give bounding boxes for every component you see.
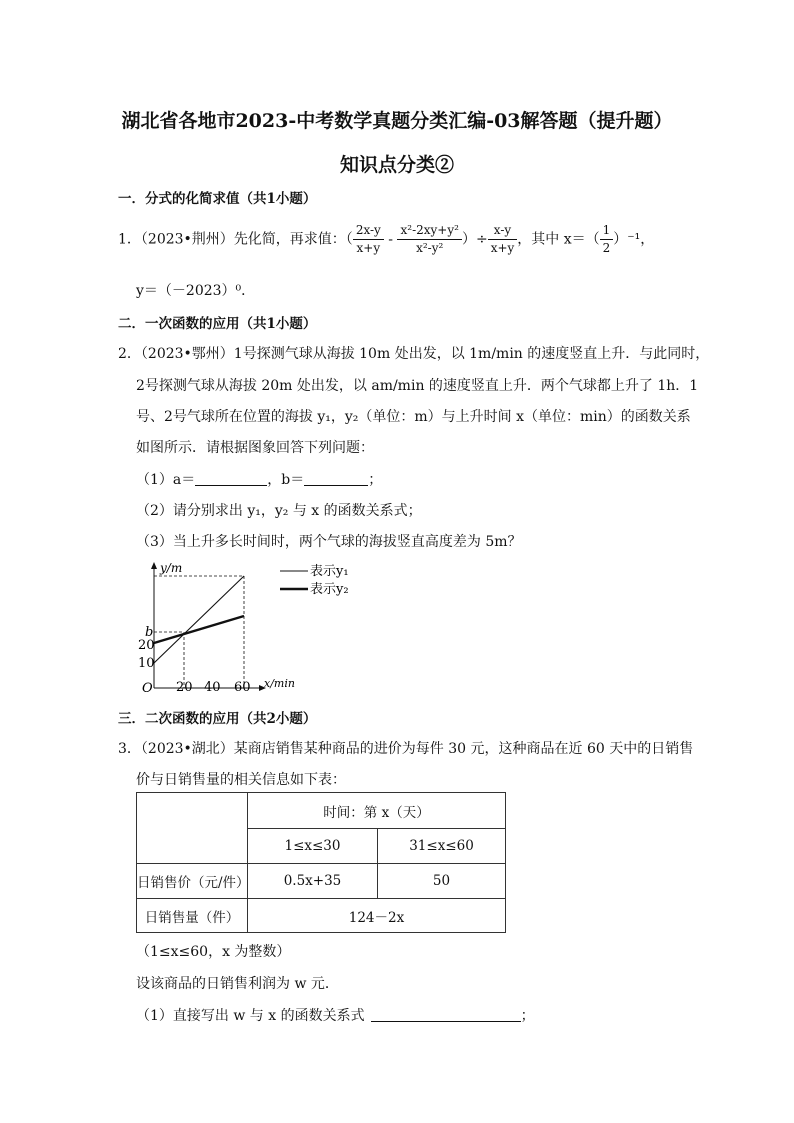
answer-blank-a[interactable] bbox=[195, 471, 267, 486]
function-graph bbox=[136, 560, 376, 695]
y-axis-label: y/m bbox=[160, 561, 183, 575]
table-row1-value-1: 0.5x+35 bbox=[248, 864, 378, 899]
q3-line-1: 3．（2023•湖北）某商店销售某种商品的进价为每件 30 元，这种商品在近 60 天中的日销售 bbox=[118, 741, 694, 757]
price-table bbox=[136, 792, 506, 933]
table-range-2: 31≤x≤60 bbox=[378, 829, 506, 864]
q2-line-4: 如图所示．请根据图象回答下列问题： bbox=[136, 440, 374, 456]
q3-sub-1: （1）直接写出 w 与 x 的函数关系式 ； bbox=[136, 1008, 535, 1024]
q3-line-3: 设该商品的日销售利润为 w 元． bbox=[136, 976, 339, 992]
q1-fraction-2: $\frac{\text{x²-2xy+y²}}{\text{x²-y²}}$ bbox=[397, 222, 461, 257]
table-row2-value: 124－2x bbox=[248, 899, 506, 933]
section-3-heading: 三．二次函数的应用（共2小题） bbox=[118, 711, 317, 727]
y-tick-20: 20 bbox=[138, 638, 155, 653]
table-header-time: 时间：第 x（天） bbox=[248, 793, 506, 829]
q2-line-3: 号、2号气球所在位置的海拔 y₁，y₂（单位：m）与上升时间 x（单位：min）的函数关系 bbox=[136, 409, 691, 425]
table-corner bbox=[137, 793, 248, 864]
table-row1-label: 日销售价（元/件） bbox=[137, 864, 248, 899]
y-tick-10: 10 bbox=[138, 656, 155, 671]
q1-text: 先化简，再求值：（ bbox=[233, 231, 353, 248]
q1-fraction-4: $\frac{1}{2}$ bbox=[600, 222, 614, 257]
x-axis-label: x/min bbox=[264, 677, 295, 690]
table-range-1: 1≤x≤30 bbox=[248, 829, 378, 864]
q2-sub-3: （3）当上升多长时间时，两个气球的海拔竖直高度差为 5m？ bbox=[136, 534, 522, 550]
q3-line-2: 价与日销售量的相关信息如下表： bbox=[136, 772, 346, 788]
x-tick-20: 20 bbox=[176, 680, 193, 695]
q3-note: （1≤x≤60，x 为整数） bbox=[136, 944, 291, 960]
page-subtitle: 知识点分类② bbox=[339, 154, 454, 176]
legend-y2: 表示y₂ bbox=[310, 582, 349, 597]
x-tick-40: 40 bbox=[204, 680, 221, 695]
q1-number: 1． bbox=[118, 231, 141, 248]
section-1-heading: 一．分式的化简求值（共1小题） bbox=[118, 191, 317, 207]
q2-sub-2: （2）请分别求出 y₁，y₂ 与 x 的函数关系式； bbox=[136, 503, 422, 519]
x-tick-60: 60 bbox=[234, 680, 251, 695]
q2-sub-1: （1）a＝ ，b＝ ； bbox=[136, 472, 383, 488]
q1-fraction-1: $\frac{2x-y}{x+y}$ bbox=[353, 222, 384, 257]
section-2-heading: 二．一次函数的应用（共1小题） bbox=[118, 316, 317, 332]
page-title: 湖北省各地市2023-中考数学真题分类汇编-03解答题（提升题） bbox=[121, 110, 673, 132]
q2-line-2: 2号探测气球从海拔 20m 处出发，以 am/min 的速度竖直上升．两个气球都上升了 1h．1 bbox=[136, 378, 699, 394]
answer-blank-b[interactable] bbox=[304, 471, 368, 486]
q1-fraction-3: $\frac{x-y}{x+y}$ bbox=[488, 222, 518, 257]
answer-blank-w[interactable] bbox=[371, 1007, 521, 1022]
q1-source: （2023•荆州） bbox=[140, 231, 234, 248]
q1-line-2: y＝（－2023）⁰． bbox=[136, 283, 256, 299]
q2-line-1: 2．（2023•鄂州）1号探测气球从海拔 10m 处出发，以 1m/min 的速度竖直上升．与此同时， bbox=[118, 346, 710, 362]
table-row2-label: 日销售量（件） bbox=[137, 899, 248, 933]
origin-label: O bbox=[142, 681, 153, 695]
y-axis-arrow bbox=[151, 562, 157, 569]
legend-y1: 表示y₁ bbox=[310, 564, 349, 579]
y-tick-b: b bbox=[145, 625, 154, 640]
question-1: 1．（2023•荆州）先化简，再求值：（ $\frac{2x-y}{x+y}$ - $\frac{\text{x²-2xy+y²}}{\text{x²-y²}}$ ）÷ $\frac{x-y}{x+y}$ ，其中 x＝（ $\frac{1}{2}$ ）⁻¹， bbox=[118, 223, 655, 255]
table-row1-value-2: 50 bbox=[378, 864, 506, 899]
